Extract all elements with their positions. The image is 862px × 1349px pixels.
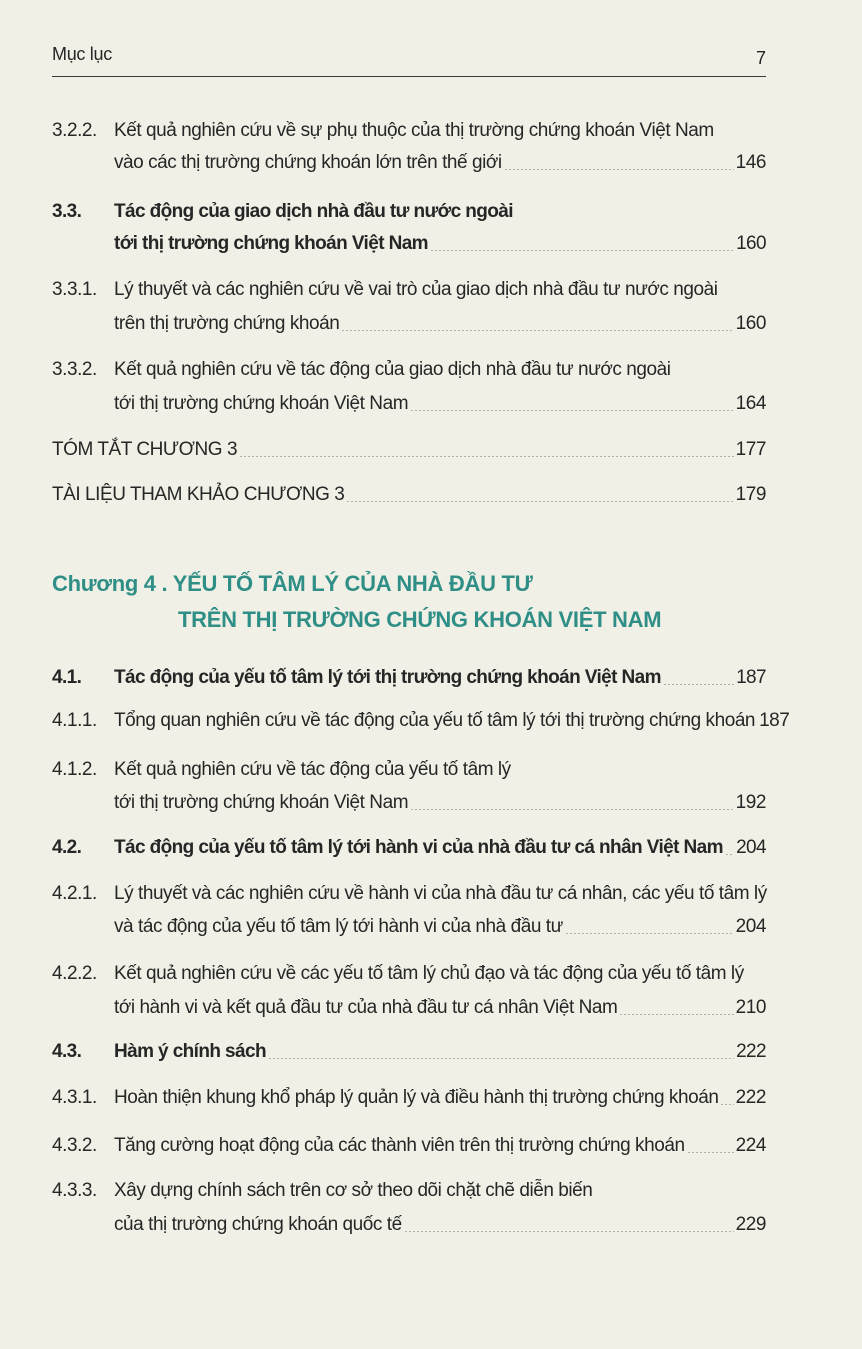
entry-title-cont: của thị trường chứng khoán quốc tế [114, 1214, 402, 1235]
entry-leader-line [114, 228, 766, 260]
entry-leader-line [114, 1130, 766, 1162]
dot-leader [346, 501, 733, 502]
toc-entry-4-3-3 [52, 1175, 766, 1239]
entry-leader-line [114, 787, 766, 819]
entry-leader-line [114, 147, 766, 179]
entry-leader-line [114, 992, 766, 1024]
entry-title-line: Xây dựng chính sách trên cơ sở theo dõi chặt chẽ diễn biến [114, 1180, 593, 1201]
toc-entry-3-2-2 [52, 115, 766, 179]
entry-leader-line [52, 434, 766, 466]
entry-number: 3.3.2. [52, 359, 97, 380]
entry-page: 192 [735, 792, 766, 813]
entry-title-line: Kết quả nghiên cứu về sự phụ thuộc của thị trường chứng khoán Việt Nam [114, 120, 714, 141]
entry-number: 4.1.1. [52, 710, 97, 731]
entry-number: 4.3.1. [52, 1087, 97, 1108]
entry-number: 4.2.1. [52, 883, 97, 904]
toc-entry-3-3-1 [52, 274, 766, 338]
toc-entry-3-3 [52, 196, 766, 260]
entry-title-cont: tới thị trường chứng khoán Việt Nam [114, 233, 428, 254]
entry-leader-line [114, 1209, 766, 1241]
dot-leader [725, 854, 734, 855]
dot-leader [430, 250, 734, 251]
entry-page: 187 [759, 710, 790, 731]
chapter-title-line: Chương 4 . YẾU TỐ TÂM LÝ CỦA NHÀ ĐẦU TƯ [52, 571, 533, 596]
toc-entry-4-3 [52, 1036, 766, 1068]
entry-title-line: Kết quả nghiên cứu về tác động của giao dịch nhà đầu tư nước ngoài [114, 359, 671, 380]
entry-title-line: Lý thuyết và các nghiên cứu về vai trò của giao dịch nhà đầu tư nước ngoài [114, 279, 718, 300]
dot-leader [663, 684, 734, 685]
entry-leader-line [114, 388, 766, 420]
dot-leader [410, 809, 734, 810]
entry-number: 4.2. [52, 837, 82, 858]
entry-title-cont: tới thị trường chứng khoán Việt Nam [114, 792, 409, 813]
entry-number: 4.3.2. [52, 1135, 97, 1156]
entry-number: 4.1.2. [52, 759, 97, 780]
entry-title-cont: vào các thị trường chứng khoán lớn trên thế giới [114, 152, 502, 173]
entry-title: Hoàn thiện khung khổ pháp lý quản lý và điều hành thị trường chứng khoán [114, 1087, 719, 1108]
entry-page: 160 [735, 313, 766, 334]
entry-page: 222 [735, 1087, 766, 1108]
entry-page: 187 [736, 667, 766, 688]
running-title: Mục lục [52, 44, 112, 64]
toc-entry-summary-ch3 [52, 434, 766, 466]
entry-leader-line [52, 479, 766, 511]
entry-title-line: Kết quả nghiên cứu về các yếu tố tâm lý chủ đạo và tác động của yếu tố tâm lý [114, 963, 744, 984]
dot-leader [410, 410, 734, 411]
entry-page: 164 [735, 393, 766, 414]
entry-number: 4.3.3. [52, 1180, 97, 1201]
entry-title-line: Kết quả nghiên cứu về tác động của yếu tố tâm lý [114, 759, 511, 780]
toc-entry-4-1-1 [52, 705, 790, 737]
dot-leader [504, 169, 734, 170]
entry-leader-line [114, 911, 766, 943]
entry-title-line: Lý thuyết và các nghiên cứu về hành vi của nhà đầu tư cá nhân, các yếu tố tâm lý [114, 883, 767, 904]
entry-number: 4.3. [52, 1041, 82, 1062]
dot-leader [720, 1104, 733, 1105]
dot-leader [239, 456, 734, 457]
entry-number: 3.3.1. [52, 279, 97, 300]
entry-title: TÓM TẮT CHƯƠNG 3 [52, 439, 238, 460]
entry-title-line: Tác động của giao dịch nhà đầu tư nước ngoài [114, 201, 513, 222]
entry-title: Tổng quan nghiên cứu về tác động của yếu tố tâm lý tới thị trường chứng khoán [114, 710, 756, 731]
toc-entry-4-3-1 [52, 1082, 766, 1114]
toc-entry-4-1 [52, 662, 766, 694]
entry-title-cont: trên thị trường chứng khoán [114, 313, 340, 334]
toc-entry-4-2-2 [52, 958, 766, 1022]
toc-entry-4-2 [52, 832, 766, 864]
entry-leader-line [114, 308, 766, 340]
toc-entry-4-2-1 [52, 878, 766, 942]
entry-leader-line [114, 705, 790, 737]
entry-title-cont: tới thị trường chứng khoán Việt Nam [114, 393, 409, 414]
dot-leader [268, 1058, 734, 1059]
entry-leader-line [114, 1036, 766, 1068]
chapter-title-line: TRÊN THỊ TRƯỜNG CHỨNG KHOÁN VIỆT NAM [178, 607, 662, 632]
entry-number: 3.3. [52, 201, 82, 222]
entry-leader-line [114, 1082, 766, 1114]
dot-leader [619, 1014, 733, 1015]
toc-entry-4-1-2 [52, 754, 766, 818]
entry-title: TÀI LIỆU THAM KHẢO CHƯƠNG 3 [52, 484, 345, 505]
entry-number: 3.2.2. [52, 120, 97, 141]
entry-page: 222 [736, 1041, 766, 1062]
dot-leader [404, 1231, 734, 1232]
entry-page: 229 [735, 1214, 766, 1235]
entry-page: 204 [736, 837, 766, 858]
entry-page: 160 [736, 233, 766, 254]
entry-page: 179 [735, 484, 766, 505]
entry-page: 204 [735, 916, 766, 937]
toc-entry-3-3-2 [52, 354, 766, 418]
dot-leader [341, 330, 733, 331]
chapter-heading [52, 566, 766, 638]
page-number: 7 [755, 48, 766, 68]
toc-entry-references-ch3 [52, 479, 766, 511]
entry-number: 4.1. [52, 667, 82, 688]
entry-title-cont: tới hành vi và kết quả đầu tư của nhà đầu tư cá nhân Việt Nam [114, 997, 618, 1018]
entry-leader-line [114, 832, 766, 864]
entry-leader-line [114, 662, 766, 694]
entry-page: 224 [735, 1135, 766, 1156]
entry-page: 146 [735, 152, 766, 173]
entry-number: 4.2.2. [52, 963, 97, 984]
running-header [52, 44, 766, 77]
entry-title: Hàm ý chính sách [114, 1041, 266, 1062]
entry-title: Tăng cường hoạt động của các thành viên trên thị trường chứng khoán [114, 1135, 685, 1156]
entry-page: 210 [735, 997, 766, 1018]
dot-leader [687, 1152, 734, 1153]
entry-title: Tác động của yếu tố tâm lý tới hành vi của nhà đầu tư cá nhân Việt Nam [114, 837, 723, 858]
entry-title-cont: và tác động của yếu tố tâm lý tới hành vi của nhà đầu tư [114, 916, 563, 937]
toc-entry-4-3-2 [52, 1130, 766, 1162]
dot-leader [565, 933, 734, 934]
entry-page: 177 [735, 439, 766, 460]
entry-title: Tác động của yếu tố tâm lý tới thị trường chứng khoán Việt Nam [114, 667, 661, 688]
